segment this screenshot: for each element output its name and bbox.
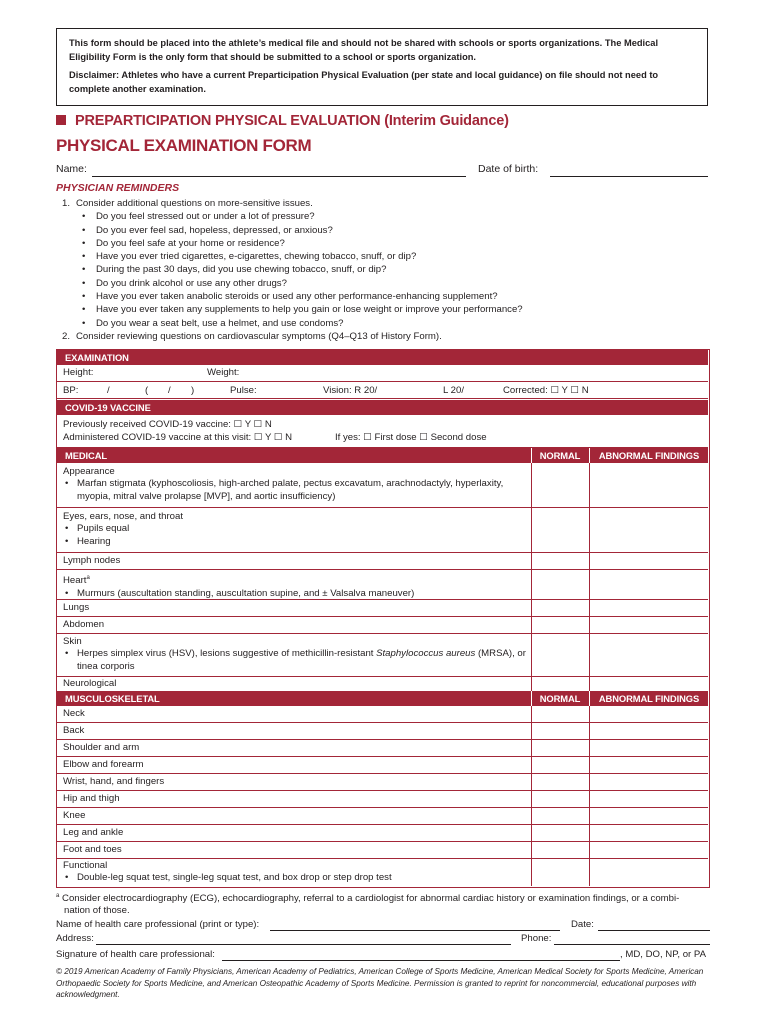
physician-reminders (62, 197, 702, 343)
reminder-question: • Do you wear a seat belt, use a helmet, and use condoms? (62, 317, 702, 330)
credentials-label: , MD, DO, NP, or PA (620, 949, 707, 960)
table-row[interactable] (57, 570, 708, 600)
hcp-name-field[interactable] (270, 930, 560, 931)
name-label: Name: (56, 163, 87, 175)
table-row[interactable] (57, 617, 708, 634)
address-field[interactable] (96, 944, 511, 945)
table-row[interactable] (57, 677, 708, 691)
phone-label: Phone: (521, 933, 552, 944)
table-row[interactable] (57, 808, 708, 825)
row-label: Neurological (63, 678, 117, 689)
row-label: Foot and toes (63, 844, 122, 855)
pulse-label: Pulse: (230, 385, 257, 396)
covid-previous-checkboxes[interactable]: Previously received COVID-19 vaccine: ☐ Y ☐ N (63, 419, 272, 430)
covid-header-label: COVID-19 VACCINE (65, 402, 151, 413)
ppe-title (56, 113, 509, 129)
covid-vaccine-header (57, 400, 708, 415)
row-label: Lymph nodes (63, 555, 121, 566)
row-label: Functional (63, 860, 108, 871)
reminder-text: Consider reviewing questions on cardiovascular symptoms (Q4–Q13 of History Form). (76, 330, 442, 342)
square-bullet-icon (56, 115, 66, 125)
row-bullet-cont: tinea corporis (77, 660, 135, 672)
abnormal-column-header: ABNORMAL FINDINGS (598, 693, 700, 704)
row-bullet-cont: myopia, mitral valve prolapse [MVP], and aortic insufficiency) (77, 490, 336, 502)
footnote (56, 890, 679, 905)
date-label: Date: (571, 919, 594, 930)
dob-label: Date of birth: (478, 163, 539, 175)
row-bullet: • Double-leg squat test, single-leg squat test, and box drop or step drop test (63, 872, 392, 884)
row-label: Lungs (63, 602, 90, 613)
normal-column-line (531, 706, 532, 886)
skin-bullet-text: (MRSA), or (475, 648, 526, 660)
table-row[interactable] (57, 842, 708, 859)
name-field[interactable] (92, 176, 466, 177)
abnormal-column-header: ABNORMAL FINDINGS (598, 450, 700, 461)
row-label: Back (63, 725, 85, 736)
row-bullet: • Murmurs (auscultation standing, auscultation supine, and ± Valsalva maneuver) (63, 588, 414, 600)
covid-administered-checkboxes[interactable]: Administered COVID-19 vaccine at this visit: ☐ Y ☐ N (63, 432, 293, 443)
footnote-cont: nation of those. (64, 905, 130, 916)
row-bullet: • Pupils equal (63, 523, 183, 535)
row-label (63, 572, 414, 588)
table-row[interactable] (57, 706, 708, 723)
bp-paren-open: ( (145, 385, 149, 396)
table-row[interactable] (57, 774, 708, 791)
page-title: PHYSICAL EXAMINATION FORM (56, 136, 312, 155)
footnote-marker: a (86, 575, 90, 581)
reminder-question: • Do you feel safe at your home or residence? (62, 237, 702, 250)
row-bullet: • Marfan stigmata (kyphoscoliosis, high-arched palate, pectus excavatum, arachnodactyly, hyperlaxity, (63, 478, 503, 490)
signature-field[interactable] (222, 960, 620, 961)
table-row[interactable] (57, 757, 708, 774)
row-label: Wrist, hand, and fingers (63, 776, 165, 787)
weight-label: Weight: (207, 367, 240, 378)
table-row[interactable] (57, 859, 708, 886)
bp-label: BP: (63, 385, 79, 396)
covid-vaccine-row (57, 415, 708, 448)
normal-column-header: NORMAL (539, 693, 581, 704)
row-label: Shoulder and arm (63, 742, 140, 753)
row-label: Skin (63, 636, 82, 647)
row-bullet: • Hearing (63, 536, 183, 548)
reminder-question: • Do you ever feel sad, hopeless, depressed, or anxious? (62, 224, 702, 237)
reminder-question: • Have you ever taken anabolic steroids or used any other performance-enhancing supplement? (62, 290, 702, 303)
bp-slash: / (107, 385, 110, 396)
footnote-marker: a (56, 893, 60, 899)
bp-paren-close: ) (191, 385, 195, 396)
patient-info-row (56, 163, 710, 179)
table-row[interactable] (57, 553, 708, 570)
notice-text: This form should be placed into the athlete’s medical file and should not be shared with schools or sports organizations. The Medical Eligibility Form is the only form that should be submitted to a school or sports organization. (69, 38, 659, 62)
row-label: Knee (63, 810, 86, 821)
table-row[interactable] (57, 634, 708, 677)
vitals-row[interactable] (57, 382, 708, 399)
normal-column-line (531, 463, 532, 691)
normal-column-header: NORMAL (539, 450, 581, 461)
table-row[interactable] (57, 508, 708, 553)
reminder-text: Consider additional questions on more-sensitive issues. (76, 198, 313, 209)
row-label: Eyes, ears, nose, and throat (63, 511, 183, 522)
hcp-name-label: Name of health care professional (print or type): (56, 919, 260, 930)
ppe-title-text: PREPARTICIPATION PHYSICAL EVALUATION (Interim Guidance) (75, 113, 509, 129)
table-row[interactable] (57, 825, 708, 842)
skin-bullet-text: Herpes simplex virus (HSV), lesions suggestive of methicillin-resistant (77, 648, 377, 660)
dob-field[interactable] (550, 176, 708, 177)
heart-label: Heart (63, 575, 87, 587)
reminder-item (62, 197, 702, 210)
row-label: Leg and ankle (63, 827, 124, 838)
skin-bullet-italic: Staphylococcus aureus (376, 648, 476, 660)
height-label: Height: (63, 367, 94, 378)
row-bullet (63, 648, 526, 660)
examination-header-label: EXAMINATION (65, 352, 129, 363)
address-label: Address: (56, 933, 94, 944)
row-label: Elbow and forearm (63, 759, 144, 770)
disclaimer-text: Disclaimer: Athletes who have a current Preparticipation Physical Evaluation (per state and local guidance) on file should not need to complete another examination. (69, 70, 659, 94)
table-row[interactable] (57, 791, 708, 808)
physician-reminders-heading: PHYSICIAN REMINDERS (56, 182, 180, 194)
examination-table (56, 349, 710, 888)
footnote-text: Consider electrocardiography (ECG), echocardiography, referral to a cardiologist for abnormal cardiac history or examination findings, or a combi- (59, 893, 680, 905)
height-weight-row[interactable] (57, 365, 708, 382)
medical-header (57, 448, 708, 463)
vision-left-label: L 20/ (443, 385, 464, 396)
notice-box (56, 28, 708, 106)
table-row[interactable] (57, 463, 708, 508)
reminder-question: • Have you ever tried cigarettes, e-cigarettes, chewing tobacco, snuff, or dip? (62, 250, 702, 263)
examination-header (57, 350, 708, 365)
phone-field[interactable] (554, 944, 710, 945)
table-row[interactable] (57, 723, 708, 740)
reminder-number: 2. (62, 330, 71, 342)
table-row[interactable] (57, 600, 708, 617)
medical-header-label: MEDICAL (65, 450, 108, 461)
row-label: Appearance (63, 466, 115, 477)
copyright-notice: © 2019 American Academy of Family Physicians, American Academy of Pediatrics, American College of Sports Medicine, American Medical Society for Sports Medicine, American Orthopaedic Society for Sports Medicine, and American Osteopathic Academy of Sports Medicine. Permission is granted to reprint for noncommercial, educational purposes with acknowledgment. (56, 967, 704, 999)
abnormal-column-line (589, 463, 590, 691)
row-label: Hip and thigh (63, 793, 120, 804)
abnormal-column-line (589, 706, 590, 886)
reminder-number: 1. (62, 198, 71, 209)
bp-slash: / (168, 385, 171, 396)
reminder-question: • During the past 30 days, did you use chewing tobacco, snuff, or dip? (62, 263, 702, 276)
msk-header-label: MUSCULOSKELETAL (65, 693, 160, 704)
covid-dose-checkboxes[interactable]: If yes: ☐ First dose ☐ Second dose (335, 432, 487, 443)
reminder-question: • Do you feel stressed out or under a lot of pressure? (62, 210, 702, 223)
signature-label: Signature of health care professional: (56, 949, 215, 960)
reminder-question: • Do you drink alcohol or use any other drugs? (62, 277, 702, 290)
table-row[interactable] (57, 740, 708, 757)
row-label: Neck (63, 708, 85, 719)
date-field[interactable] (598, 930, 710, 931)
reminder-question: • Have you ever taken any supplements to help you gain or lose weight or improve your performance? (62, 303, 702, 316)
corrected-checkboxes[interactable]: Corrected: ☐ Y ☐ N (503, 385, 589, 396)
musculoskeletal-header (57, 691, 708, 706)
row-label: Abdomen (63, 619, 105, 630)
vision-right-label: Vision: R 20/ (323, 385, 378, 396)
reminder-item (62, 330, 702, 343)
